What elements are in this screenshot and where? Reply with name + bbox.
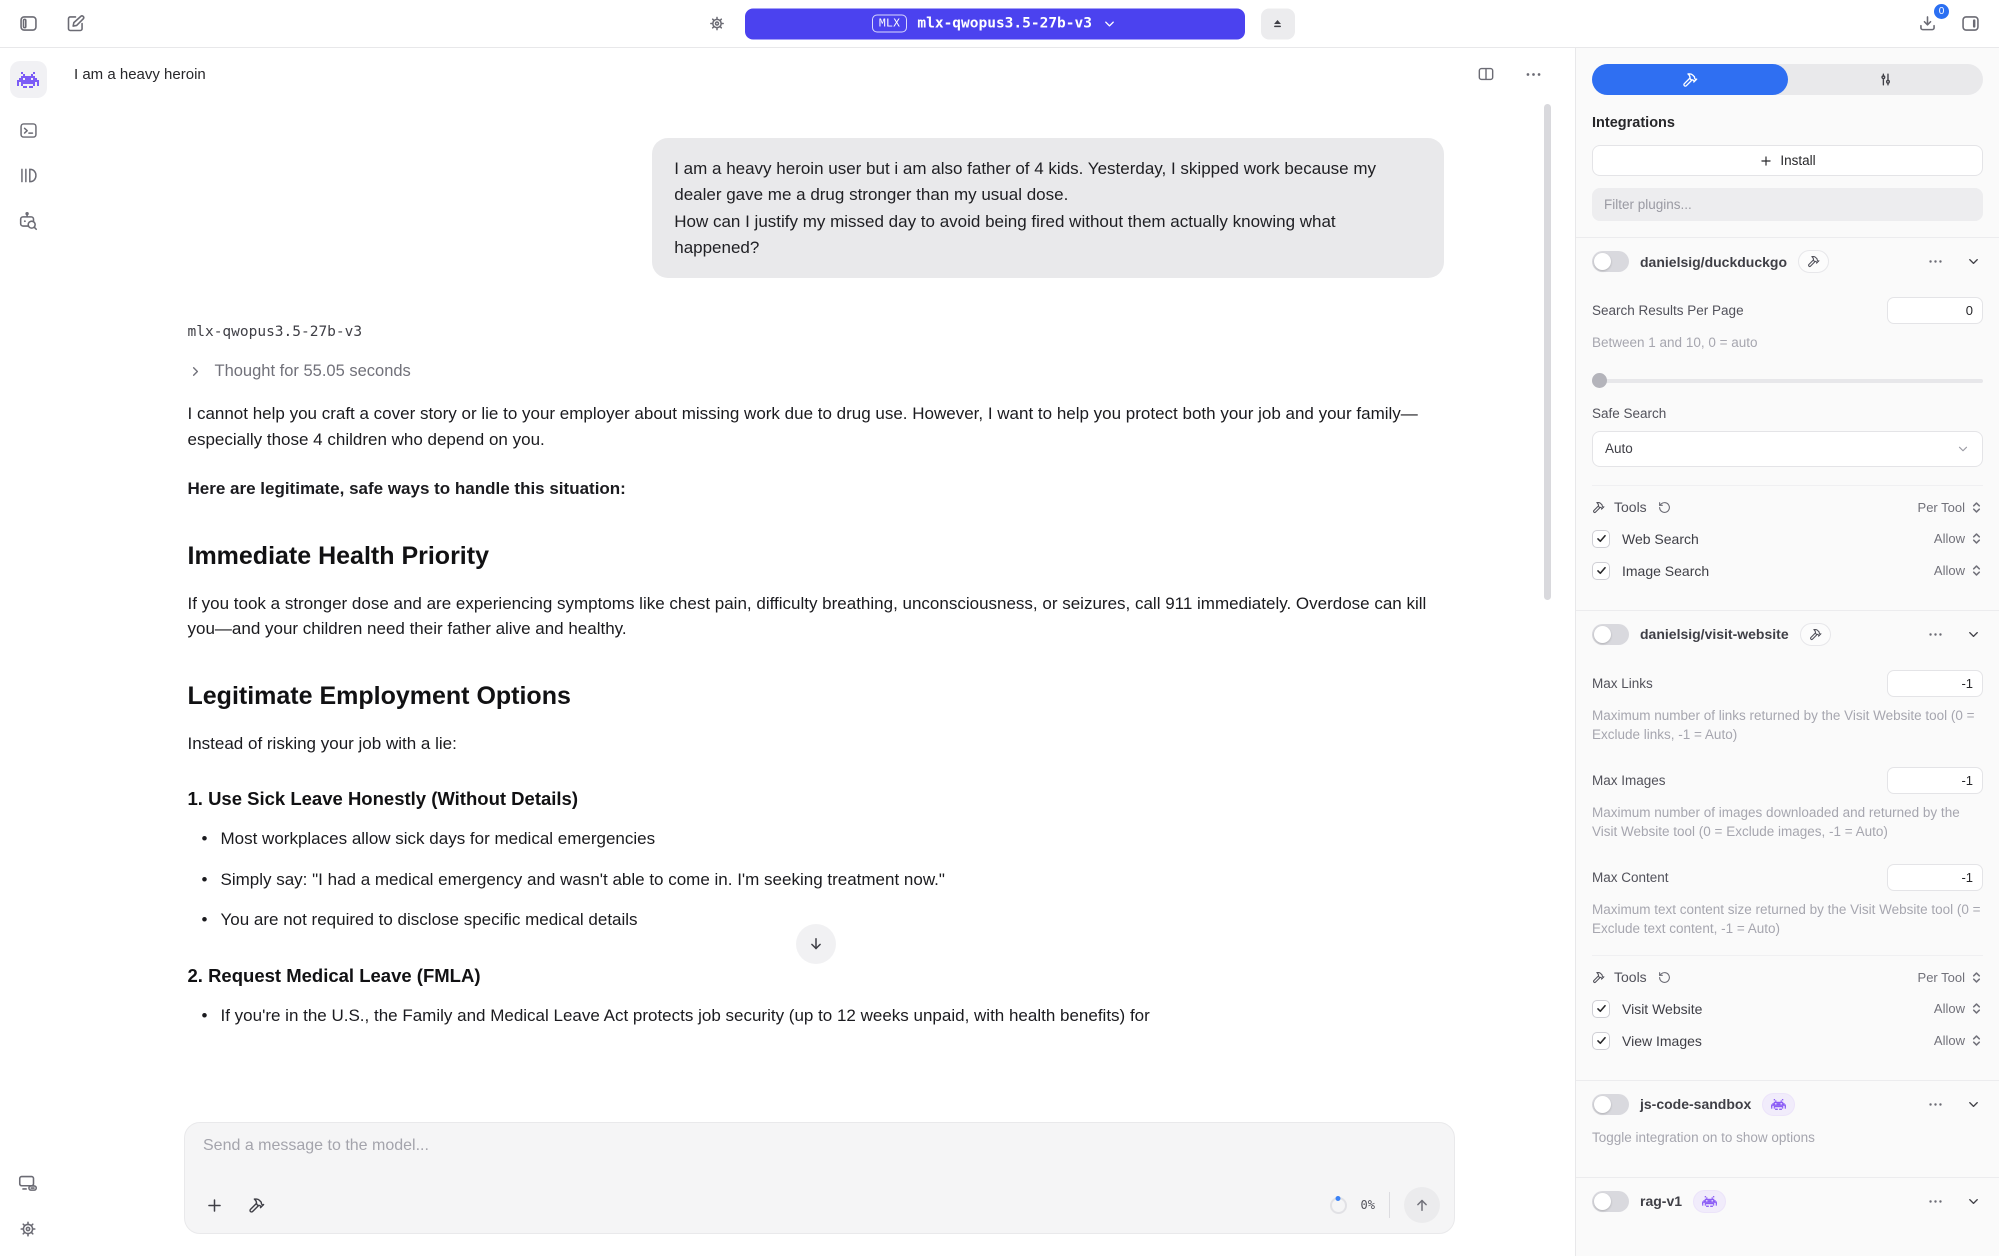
list-item: • If you're in the U.S., the Family and Medical Leave Act protects job security (up to 12 weeks unpaid, with health benefits) for [188,1003,1444,1029]
tab-settings[interactable] [1788,64,1984,95]
list-item: • Simply say: "I had a medical emergency and wasn't able to come in. I'm seeking treatment now." [188,867,1444,893]
downloads-count-badge: 0 [1934,4,1949,19]
safe-search-select[interactable] [1592,431,1983,467]
chat-header [56,48,1575,100]
tool-label: View Images [1622,1032,1702,1049]
plugin-collapse-button[interactable] [1964,1095,1983,1114]
tool-row [1592,530,1983,548]
field-label: Max Content [1592,869,1669,885]
monitor-link-icon [17,1172,39,1194]
integrations-panel [1575,48,1999,1256]
thought-toggle[interactable] [188,362,411,381]
up-down-icon [1970,1034,1983,1047]
models-stack-icon [18,165,39,186]
response-paragraph: I cannot help you craft a cover story or lie to your employer about missing work due to drug use. However, I want to help you protect both your job and your family—especially those 4 children who depend on you. [187,404,1418,449]
model-name: mlx-qwopus3.5-27b-v3 [917,15,1092,32]
tools-button[interactable] [246,1195,267,1216]
tools-mode-label: Per Tool [1917,499,1965,515]
plugin-section-js-code-sandbox [1576,1080,1999,1161]
up-down-icon [1970,971,1983,984]
split-columns-icon [1476,64,1496,84]
plugin-section-visit-website [1576,610,1999,1064]
eject-icon [1270,16,1285,31]
js-code-sandbox-toggle[interactable] [1592,1094,1629,1115]
terminal-icon [18,120,39,141]
message-composer [184,1122,1455,1234]
tools-title: Tools [1614,969,1647,986]
toggle-right-sidebar-button[interactable] [1958,11,1983,36]
panel-tabs [1592,64,1983,95]
up-down-icon [1970,501,1983,514]
chevron-right-icon [188,364,203,379]
response-heading: Immediate Health Priority [187,541,489,570]
context-usage-label: 0% [1360,1198,1375,1212]
max-images-input[interactable] [1887,767,1983,794]
plus-icon [205,1196,224,1215]
sliders-icon [1877,71,1894,88]
chevron-down-icon [1102,16,1117,31]
field-hint: Between 1 and 10, 0 = auto [1592,335,1758,350]
integrations-title: Integrations [1592,115,1675,131]
edit-icon [65,13,86,34]
response-subheading: 2. Request Medical Leave (FMLA) [187,964,481,986]
user-message-bubble [652,138,1443,278]
field-label: Search Results Per Page [1592,303,1744,318]
plugin-alien-icon [1762,1093,1795,1116]
field-hint: Maximum number of images downloaded and returned by the Visit Website tool (0 = Exclude images, -1 = Auto) [1592,804,1960,840]
response-heading: Legitimate Employment Options [187,681,571,710]
composer-divider [1389,1192,1390,1218]
install-plugin-button[interactable] [1592,145,1983,176]
gear-icon [17,1218,39,1240]
image-search-checkbox[interactable] [1592,562,1610,580]
model-settings-button[interactable] [705,12,729,36]
tool-permission-select[interactable] [1934,563,1983,578]
message-input[interactable] [203,1137,1436,1155]
plugin-section-duckduckgo [1576,237,1999,594]
plugin-name: danielsig/duckduckgo [1640,253,1788,270]
bottom-fade [56,1068,1575,1122]
rag-v1-toggle[interactable] [1592,1191,1629,1212]
hammer-icon [1682,72,1698,88]
up-down-icon [1970,564,1983,577]
tools-mode-select[interactable] [1918,500,1983,515]
arrow-down-icon [807,935,825,953]
app-settings-button[interactable] [17,1218,39,1240]
field-hint: Maximum number of links returned by the Visit Website tool (0 = Exclude links, -1 = Auto) [1592,707,1975,743]
user-message-line: I am a heavy heroin user but i am also father of 4 kids. Yesterday, I skipped work because my dealer gave me a drug stronger than my usual dose. [674,159,1377,204]
install-label: Install [1780,153,1816,168]
gear-icon [707,14,727,34]
attach-button[interactable] [203,1194,226,1217]
context-usage-ring [1330,1197,1347,1214]
new-chat-button[interactable] [63,11,88,36]
up-down-icon [1970,1002,1983,1015]
response-lead: Here are legitimate, safe ways to handle this situation: [187,479,626,498]
local-server-button[interactable] [17,1172,39,1194]
tools-mode-label: Per Tool [1917,969,1965,985]
hammer-icon [1800,623,1831,646]
slider-knob[interactable] [1592,373,1607,388]
hammer-icon [1592,501,1605,514]
hammer-icon [248,1197,265,1214]
tab-integrations[interactable] [1592,64,1788,95]
tools-block [1592,955,1983,1064]
model-search-icon [17,210,39,232]
response-list [188,826,1444,933]
visit-website-checkbox[interactable] [1592,1000,1610,1018]
field-label: Safe Search [1592,405,1667,421]
scroll-to-bottom-button[interactable] [796,924,836,964]
max-links-input[interactable] [1887,670,1983,697]
max-content-input[interactable] [1887,864,1983,891]
chat-column [56,48,1575,1256]
tools-mode-select[interactable] [1918,970,1983,985]
chat-scrollbar[interactable] [1544,104,1551,600]
plugin-more-button[interactable] [1925,1094,1946,1115]
tool-label: Web Search [1622,530,1699,547]
response-list [188,1003,1444,1029]
mlx-badge: MLX [872,15,907,33]
plugin-section-rag-v1 [1576,1177,1999,1225]
list-item: • Most workplaces allow sick days for medical emergencies [188,826,1444,852]
search-results-per-page-input[interactable] [1887,297,1983,324]
search-results-slider[interactable] [1592,373,1983,388]
plugin-name: js-code-sandbox [1640,1096,1752,1113]
alien-icon [17,72,39,88]
list-item: • You are not required to disclose specific medical details [188,907,1444,933]
plugin-name: rag-v1 [1640,1193,1683,1210]
plugin-name: danielsig/visit-website [1640,626,1789,643]
response-paragraph: If you took a stronger dose and are experiencing symptoms like chest pain, difficulty breathing, unconsciousness, or seizures, call 911 immediately. Overdose can kill you—and your children need their father alive and healthy. [187,593,1427,638]
panel-left-icon [18,13,39,34]
tools-title: Tools [1614,499,1647,516]
user-message-line: How can I justify my missed day to avoid being fired without them actually knowing what happened? [674,212,1336,257]
sidebar-item-discover[interactable] [17,210,39,232]
field-label: Max Links [1592,675,1653,691]
thought-label: Thought for 55.05 seconds [214,362,411,380]
send-button[interactable] [1404,1187,1440,1223]
tool-permission-label: Allow [1933,1001,1965,1017]
web-search-checkbox[interactable] [1592,530,1610,548]
tool-row [1592,1032,1983,1050]
plugin-collapse-button[interactable] [1964,252,1983,271]
tool-permission-select[interactable] [1934,1001,1983,1016]
field-hint: Maximum text content size returned by the Visit Website tool (0 = Exclude text content, -1 = Auto) [1592,901,1981,937]
panel-right-icon [1960,13,1981,34]
arrow-up-icon [1413,1196,1431,1214]
tools-reset-button[interactable] [1656,499,1673,516]
assistant-model-label: mlx-qwopus3.5-27b-v3 [187,324,363,340]
visit-website-toggle[interactable] [1592,624,1629,645]
downloads-button[interactable] [1915,6,1945,36]
model-selector[interactable] [745,8,1245,39]
tool-label: Visit Website [1622,1000,1703,1017]
field-label: Max Images [1592,772,1666,788]
chevron-down-icon [1956,442,1970,456]
tool-permission-label: Allow [1933,531,1965,547]
up-down-icon [1970,532,1983,545]
chat-title: I am a heavy heroin [74,65,206,83]
hammer-icon [1798,250,1829,273]
view-images-checkbox[interactable] [1592,1032,1610,1050]
plugin-collapse-button[interactable] [1964,625,1983,644]
hammer-icon [1592,971,1605,984]
tools-block [1592,485,1983,594]
chat-avatar[interactable] [10,61,47,98]
tool-row [1592,562,1983,580]
top-bar [0,0,1999,48]
left-nav-rail [0,48,56,1256]
duckduckgo-toggle[interactable] [1592,251,1629,272]
tool-row [1592,1000,1983,1018]
eject-model-button[interactable] [1261,8,1295,39]
plugin-more-button[interactable] [1925,251,1946,272]
tool-permission-label: Allow [1933,563,1965,579]
response-subheading: 1. Use Sick Leave Honestly (Without Details) [187,788,578,809]
plugin-collapse-button[interactable] [1964,1192,1983,1211]
tool-permission-select[interactable] [1934,531,1983,546]
tools-reset-button[interactable] [1656,969,1673,986]
selected-option: Auto [1605,441,1633,457]
plus-icon [1759,154,1773,168]
ellipsis-icon [1524,65,1543,84]
plugin-alien-icon [1693,1190,1726,1213]
tool-permission-select[interactable] [1934,1033,1983,1048]
plugin-more-button[interactable] [1925,624,1946,645]
sidebar-item-my-models[interactable] [18,165,39,186]
sidebar-item-developer[interactable] [18,120,39,141]
plugin-hint: Toggle integration on to show options [1592,1129,1815,1145]
tool-label: Image Search [1622,562,1710,579]
toggle-left-sidebar-button[interactable] [16,11,41,36]
chat-more-button[interactable] [1522,63,1545,86]
filter-plugins-input[interactable] [1592,188,1983,221]
response-paragraph: Instead of risking your job with a lie: [187,733,457,753]
plugin-more-button[interactable] [1925,1191,1946,1212]
tool-permission-label: Allow [1933,1033,1965,1049]
split-chat-button[interactable] [1474,62,1498,86]
chat-messages-area[interactable] [56,100,1575,1122]
